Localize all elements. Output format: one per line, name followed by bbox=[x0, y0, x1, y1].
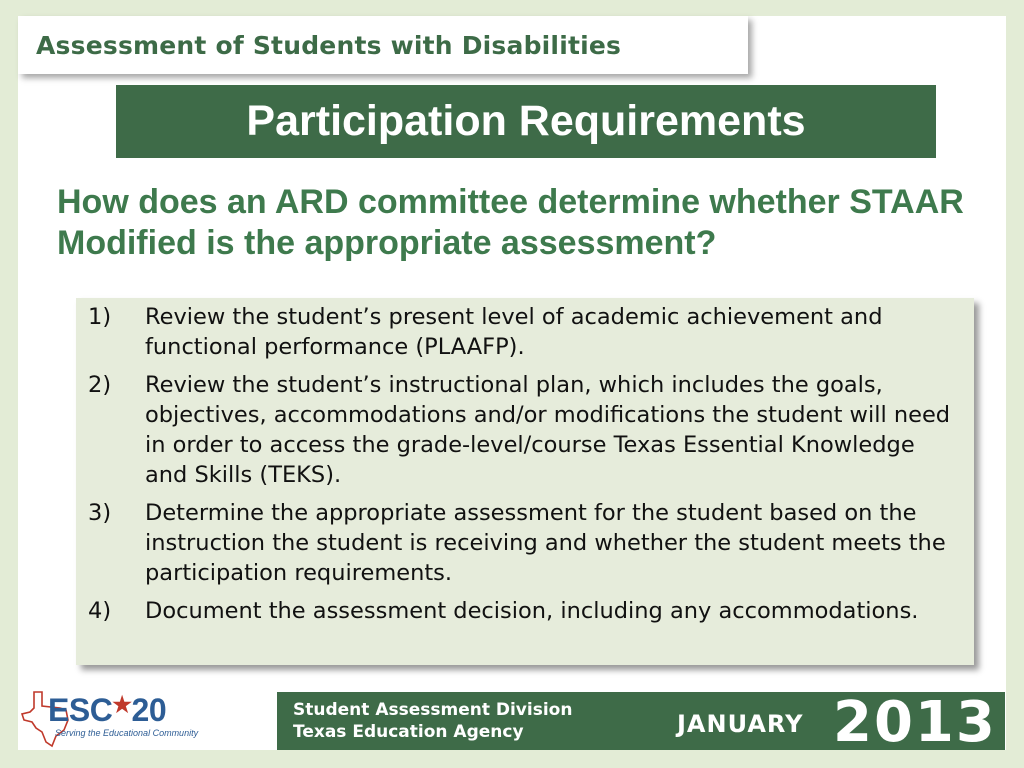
logo-name: ESC bbox=[48, 692, 113, 728]
logo-number: 20 bbox=[131, 692, 167, 728]
step-number: 2) bbox=[88, 372, 112, 398]
list-item bbox=[88, 498, 962, 588]
esc20-logo bbox=[20, 690, 260, 750]
step-number: 1) bbox=[88, 304, 112, 330]
footer-agency: Texas Education Agency bbox=[293, 722, 524, 742]
step-text: Determine the appropriate assessment for the student based on the instruction the student is receiving and whether the student meets the participation requirements. bbox=[145, 500, 946, 586]
list-item bbox=[88, 302, 962, 362]
title-banner bbox=[116, 85, 936, 158]
footer-year: 2013 bbox=[833, 690, 997, 755]
list-item bbox=[88, 370, 962, 490]
logo-wordmark bbox=[48, 692, 166, 729]
steps-list bbox=[76, 298, 974, 665]
step-text: Review the student’s instructional plan, which includes the goals, objectives, accommodations and/or modifications the student will need in order to access the grade-level/course Texas Essential Knowledge and Skills (TEKS). bbox=[145, 372, 951, 488]
logo-tagline: Serving the Educational Community bbox=[55, 728, 199, 738]
question-heading: How does an ARD committee determine whether STAAR Modified is the appropriate assessment? bbox=[57, 183, 964, 262]
step-number: 3) bbox=[88, 500, 112, 526]
list-item bbox=[88, 596, 962, 626]
banner-title: Participation Requirements bbox=[246, 97, 806, 145]
footer-bar bbox=[277, 690, 1005, 755]
step-text: Document the assessment decision, including any accommodations. bbox=[145, 598, 919, 624]
header-tab bbox=[18, 16, 748, 74]
step-text: Review the student’s present level of academic achievement and functional performance (PLAAFP). bbox=[145, 304, 883, 360]
footer-division: Student Assessment Division bbox=[293, 700, 573, 720]
header-title: Assessment of Students with Disabilities bbox=[36, 30, 622, 60]
step-number: 4) bbox=[88, 598, 112, 624]
footer-month: JANUARY bbox=[677, 710, 804, 738]
star-icon: ★ bbox=[112, 692, 132, 717]
